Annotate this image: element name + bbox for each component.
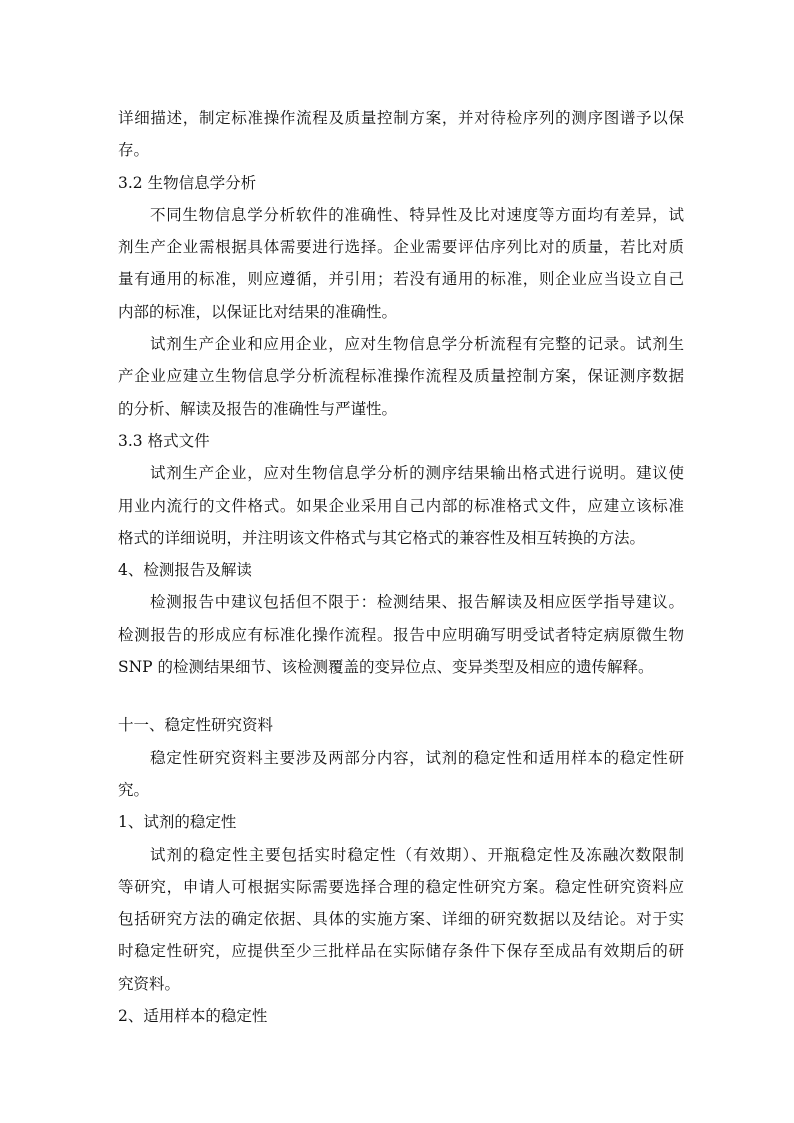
section-heading: 1、试剂的稳定性 [118,813,237,832]
section-heading: 3.3 格式文件 [118,431,210,450]
paragraph-line: 格式的详细说明，并注明该文件格式与其它格式的兼容性及相互转换的方法。 [118,528,646,547]
paragraph-line: 检测报告中建议包括但不限于：检测结果、报告解读及相应医学指导建议。 [150,593,684,612]
paragraph-line: 稳定性研究资料主要涉及两部分内容，试剂的稳定性和适用样本的稳定性研 [150,748,684,767]
paragraph-line: 的分析、解读及报告的准确性与严谨性。 [118,399,398,418]
paragraph-line: 产企业应建立生物信息学分析流程标准操作流程及质量控制方案，保证测序数据 [118,367,684,386]
paragraph-line: 剂生产企业需根据具体需要进行选择。企业需要评估序列比对的质量，若比对质 [118,238,684,257]
paragraph-line: 量有通用的标准，则应遵循，并引用；若没有通用的标准，则企业应当设立自己 [118,270,684,289]
paragraph-line: 包括研究方法的确定依据、具体的实施方案、详细的研究数据以及结论。对于实 [118,910,684,929]
paragraph-line: 用业内流行的文件格式。如果企业采用自己内部的标准格式文件，应建立该标准 [118,496,684,515]
section-heading: 4、检测报告及解读 [118,561,252,580]
paragraph-line: 不同生物信息学分析软件的准确性、特异性及比对速度等方面均有差异，试 [150,205,684,224]
paragraph-line: SNP 的检测结果细节、该检测覆盖的变异位点、变异类型及相应的遗传解释。 [118,658,654,677]
paragraph-line: 试剂的稳定性主要包括实时稳定性（有效期）、开瓶稳定性及冻融次数限制 [150,845,684,864]
section-heading: 2、适用样本的稳定性 [118,1007,268,1026]
section-heading: 3.2 生物信息学分析 [118,173,257,192]
paragraph-line: 详细描述，制定标准操作流程及质量控制方案，并对待检序列的测序图谱予以保 [118,109,684,127]
paragraph-line: 等研究，申请人可根据实际需要选择合理的稳定性研究方案。稳定性研究资料应 [118,877,684,896]
paragraph-line: 存。 [118,141,150,160]
paragraph-line: 究。 [118,780,150,799]
paragraph-line: 内部的标准，以保证比对结果的准确性。 [118,302,398,321]
paragraph-line: 试剂生产企业和应用企业，应对生物信息学分析流程有完整的记录。试剂生 [150,335,684,354]
chapter-heading: 十一、稳定性研究资料 [118,716,274,735]
paragraph-line: 检测报告的形成应有标准化操作流程。报告中应明确写明受试者特定病原微生物 [118,625,684,644]
paragraph-line: 时稳定性研究，应提供至少三批样品在实际储存条件下保存至成品有效期后的研 [118,942,684,961]
document-page [118,102,684,1032]
section-spacer [118,683,684,709]
paragraph-line: 究资料。 [118,974,181,993]
paragraph-line: 试剂生产企业，应对生物信息学分析的测序结果输出格式进行说明。建议使 [150,464,684,483]
